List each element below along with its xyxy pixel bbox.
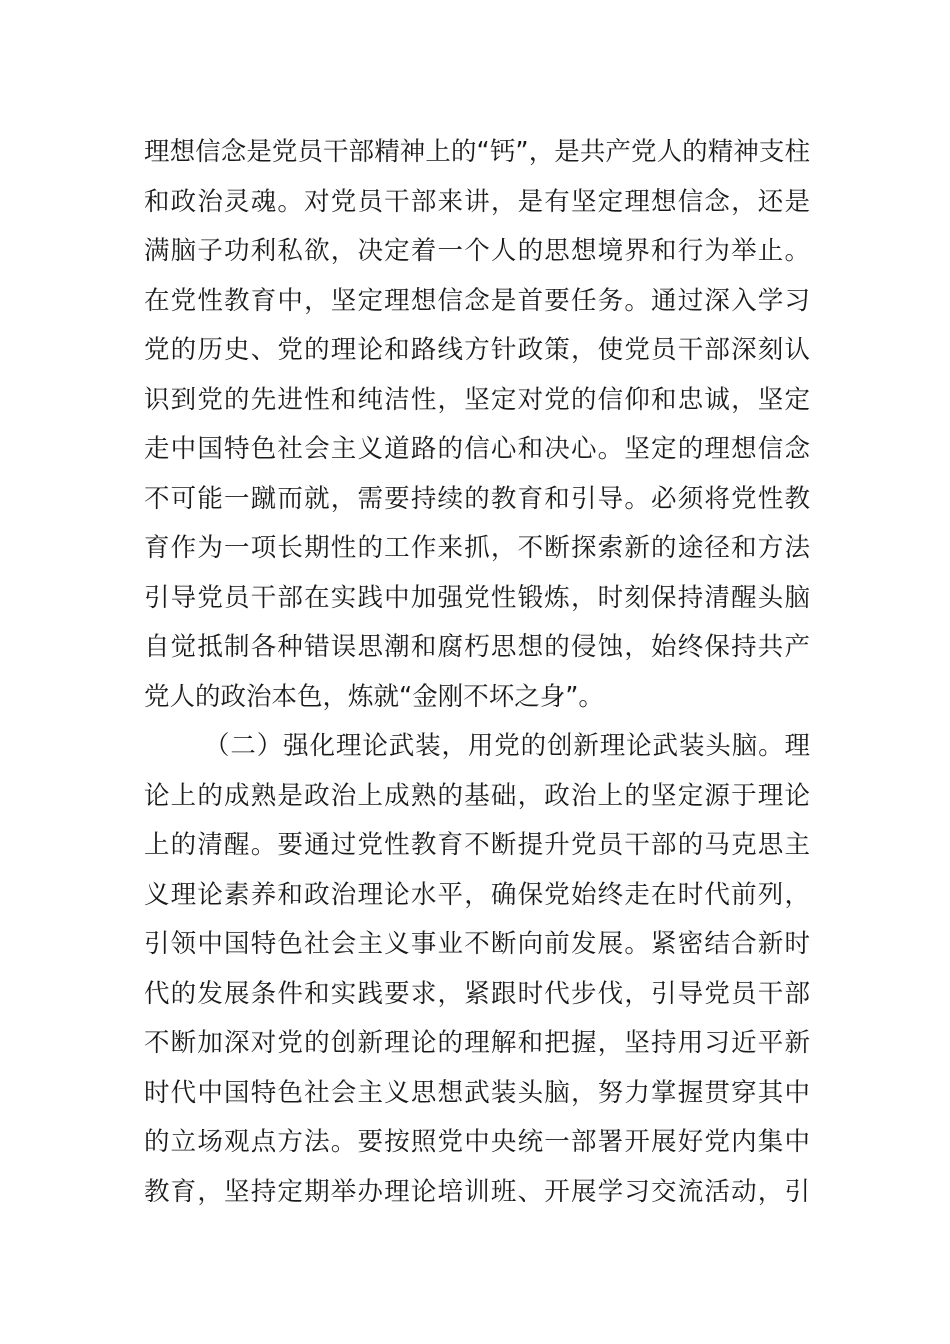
text-line: 教育，坚持定期举办理论培训班、开展学习交流活动，引 (144, 1176, 810, 1207)
text-line: 代的发展条件和实践要求，紧跟时代步伐，引导党员干部 (144, 978, 810, 1009)
text-line: 党的历史、党的理论和路线方针政策，使党员干部深刻认 (144, 335, 810, 365)
text-line: 自觉抵制各种错误思潮和腐朽思想的侵蚀，始终保持共产 (144, 632, 810, 662)
text-line: 识到党的先进性和纯洁性，坚定对党的信仰和忠诚，坚定 (144, 384, 810, 415)
text-line: 走中国特色社会主义道路的信心和决心。坚定的理想信念 (144, 434, 810, 464)
text-line: 引导党员干部在实践中加强党性锻炼，时刻保持清醒头脑 (144, 582, 810, 613)
text-line: 的立场观点方法。要按照党中央统一部署开展好党内集中 (144, 1127, 810, 1157)
text-line: 和政治灵魂。对党员干部来讲，是有坚定理想信念，还是 (144, 186, 810, 217)
text-line: 时代中国特色社会主义思想武装头脑，努力掌握贯穿其中 (144, 1077, 810, 1108)
paragraph-ideals-and-beliefs (144, 128, 810, 722)
text-line: 理想信念是党员干部精神上的“钙”，是共产党人的精神支柱 (144, 137, 810, 167)
paragraph-theoretical-arming (144, 722, 810, 1217)
body-text (144, 128, 810, 1217)
text-line: 引领中国特色社会主义事业不断向前发展。紧密结合新时 (144, 929, 810, 959)
text-line: 不可能一蹴而就，需要持续的教育和引导。必须将党性教 (144, 483, 810, 514)
text-line: 党人的政治本色，炼就“金刚不坏之身”。 (144, 681, 604, 712)
text-line: 育作为一项长期性的工作来抓，不断探索新的途径和方法 (144, 533, 810, 563)
section-heading-line: （二）强化理论武装，用党的创新理论武装头脑。理 (204, 731, 810, 761)
text-line: 在党性教育中，坚定理想信念是首要任务。通过深入学习 (144, 285, 810, 316)
text-line: 论上的成熟是政治上成熟的基础，政治上的坚定源于理论 (144, 780, 810, 811)
text-line: 义理论素养和政治理论水平，确保党始终走在时代前列， (144, 879, 810, 910)
text-line: 上的清醒。要通过党性教育不断提升党员干部的马克思主 (144, 830, 810, 860)
text-line: 不断加深对党的创新理论的理解和把握，坚持用习近平新 (144, 1028, 810, 1058)
text-line: 满脑子功利私欲，决定着一个人的思想境界和行为举止。 (144, 236, 810, 266)
